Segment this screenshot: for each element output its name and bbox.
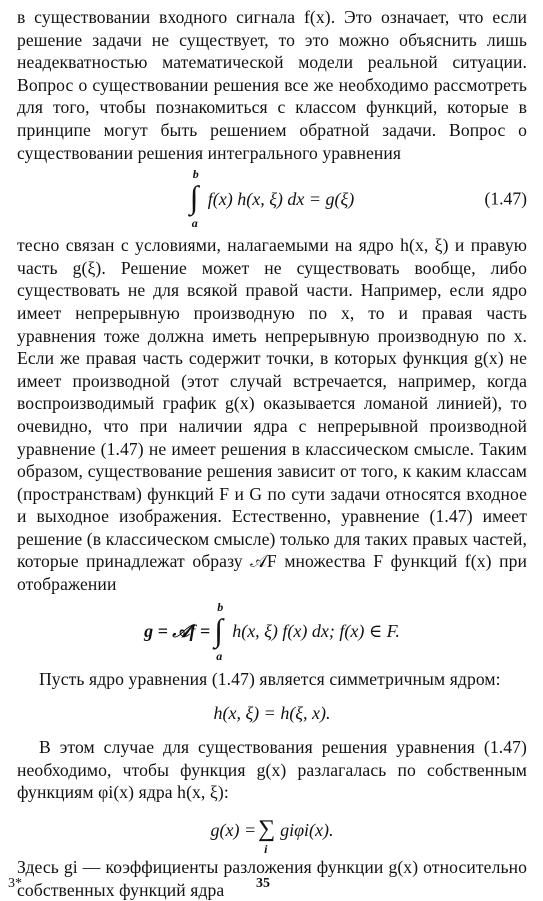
- equation-body: f(x) h(x, ξ) dx = g(ξ): [207, 188, 355, 209]
- paragraph-1: в существовании входного сигнала f(x). Это означает, что если решение задачи не существует, то это можно объяснить лишь неадекватностью математической модели реальной ситуации. Вопрос о существовании решения все же необходимо рассмотреть для того, чтобы познакомиться с классом функций, которые в принципе могут быть решением обратной задачи. Вопрос о существовании решения интегрального уравнения: [17, 7, 527, 163]
- equation-lhs: g = 𝒜f =: [144, 621, 211, 642]
- equation-body: h(x, ξ) f(x) dx; f(x) ∈ F.: [232, 621, 400, 642]
- page-content: [17, 6, 527, 901]
- paragraph-5: Здесь gi — коэффициенты разложения функции g(x) относительно собственных функций ядра: [17, 857, 527, 900]
- paragraph-3: Пусть ядро уравнения (1.47) является симметричным ядром:: [39, 668, 501, 689]
- equation-expansion: [17, 804, 527, 856]
- integral-sign: ∫ b a: [189, 167, 199, 231]
- equation-1-47: [17, 164, 527, 234]
- equation-mapping: [17, 596, 527, 668]
- paragraph-2: тесно связан с условиями, налагаемыми на ядро h(x, ξ) и правую часть g(ξ). Решение может не существовать вообще, либо существовать не для всякой правой части. Например, если ядро имеет непрерывную производную по x, то и правая часть уравнения тоже должна иметь непрерывную производную по x. Если же правая часть содержит точки, в которых функция g(x) не имеет производной (этот случай встречается, например, когда воспроизводимый график g(x) оказывается ломаной линией), то очевидно, что при наличии ядра с непрерывной производной уравнение (1.47) не имеет решения в классическом смысле. Таким образом, существование решения зависит от того, к каким классам (пространствам) функций F и G по сути задачи относятся входное и выходное изображения. Естественно, уравнение (1.47) имеет решение (в классическом смысле) только для таких правых частей, которые принадлежат образу 𝒜F множества F функций f(x) при отображении: [17, 235, 527, 595]
- equation-lhs: g(x) =: [210, 819, 257, 840]
- sum-sign: ∑ i: [258, 816, 276, 857]
- paragraph-4: В этом случае для существования решения уравнения (1.47) необходимо, чтобы функция g(x) разлагалась по собственным функциям φi(x) ядра h(x, ξ):: [17, 737, 527, 803]
- equation-number: (1.47): [484, 188, 527, 209]
- integral-sign: ∫ b a: [214, 599, 224, 663]
- equation-body: giφi(x).: [280, 819, 334, 840]
- signature-mark: 3*: [8, 876, 22, 891]
- page-number: 35: [256, 876, 270, 891]
- equation-symmetric: h(x, ξ) = h(ξ, x).: [213, 702, 331, 723]
